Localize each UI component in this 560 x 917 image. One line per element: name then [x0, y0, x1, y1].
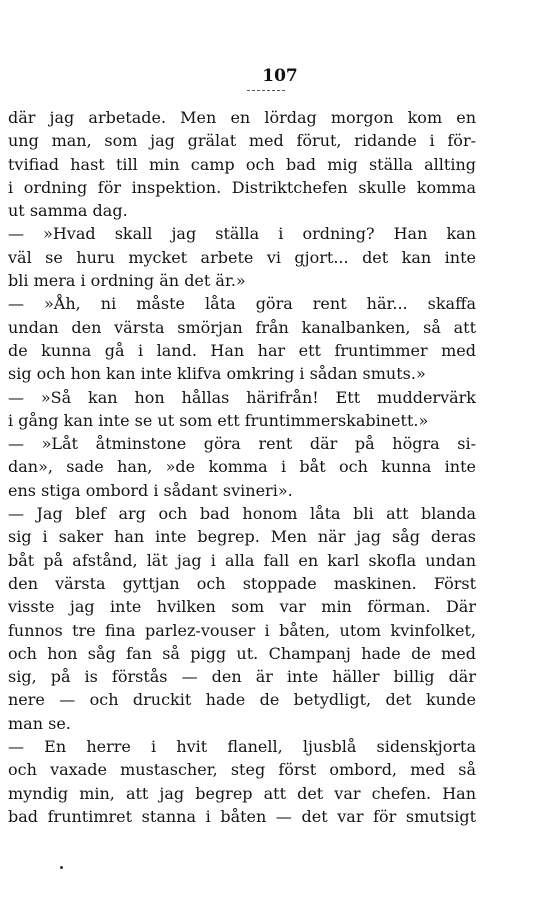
text-line: sig, på is förstås — den är inte häller billig där	[8, 667, 476, 687]
text-line: bli mera i ordning än det är.»	[8, 271, 246, 291]
text-line: funnos tre fina parlez-vouser i båten, utom kvinfolket,	[8, 620, 476, 640]
text-line: ut samma dag.	[8, 201, 128, 221]
text-line: ung man, som jag grälat med förut, ridande i för-	[8, 131, 476, 151]
text-line: sig och hon kan inte klifva omkring i sådan smuts.»	[8, 364, 426, 384]
text-line: — »Så kan hon hållas härifrån! Ett muddervärk	[8, 387, 476, 407]
text-line: — »Låt åtminstone göra rent där på högra si-	[8, 434, 476, 454]
text-line: — Jag blef arg och bad honom låta bli att blanda	[8, 504, 476, 524]
text-line: — »Hvad skall jag ställa i ordning? Han kan	[8, 224, 476, 244]
text-line: den värsta gyttjan och stoppade maskinen. Först	[8, 573, 476, 593]
text-line: myndig min, att jag begrep att det var chefen. Han	[8, 783, 476, 803]
text-line: de kunna gå i land. Han har ett fruntimmer med	[8, 340, 476, 360]
text-line: undan den värsta smörjan från kanalbanken, så att	[8, 317, 476, 337]
text-line: sig i saker han inte begrep. Men när jag såg deras	[8, 527, 476, 547]
text-line: nere — och druckit hade de betydligt, det kunde	[8, 690, 476, 710]
text-line: tvifiad hast till min camp och bad mig ställa allting	[8, 154, 476, 174]
text-line: man se.	[8, 713, 71, 733]
text-line: i ordning för inspektion. Distriktchefen skulle komma	[8, 177, 476, 197]
text-line: väl se huru mycket arbete vi gjort... det kan inte	[8, 247, 476, 267]
page-number: 107	[262, 66, 298, 86]
text-line: där jag arbetade. Men en lördag morgon kom en	[8, 108, 476, 127]
ink-speck	[60, 866, 63, 869]
text-line: och vaxade mustascher, steg först ombord, med så	[8, 760, 476, 780]
text-line: visste jag inte hvilken som var min förman. Där	[8, 597, 476, 617]
text-line: båt på afstånd, lät jag i alla fall en karl skofla undan	[8, 550, 476, 570]
body-text	[8, 106, 476, 828]
text-line: bad fruntimret stanna i båten — det var för smutsigt	[8, 806, 476, 826]
text-line: ens stiga ombord i sådant svineri».	[8, 480, 293, 500]
page-number-rule	[247, 90, 285, 91]
text-line: i gång kan inte se ut som ett fruntimmerskabinett.»	[8, 410, 429, 430]
text-line: och hon såg fan så pigg ut. Champanj hade de med	[8, 643, 476, 663]
text-line: dan», sade han, »de komma i båt och kunna inte	[8, 457, 476, 477]
text-line: — En herre i hvit flanell, ljusblå sidenskjorta	[8, 737, 476, 757]
text-line: — »Åh, ni måste låta göra rent här... skaffa	[8, 294, 476, 314]
